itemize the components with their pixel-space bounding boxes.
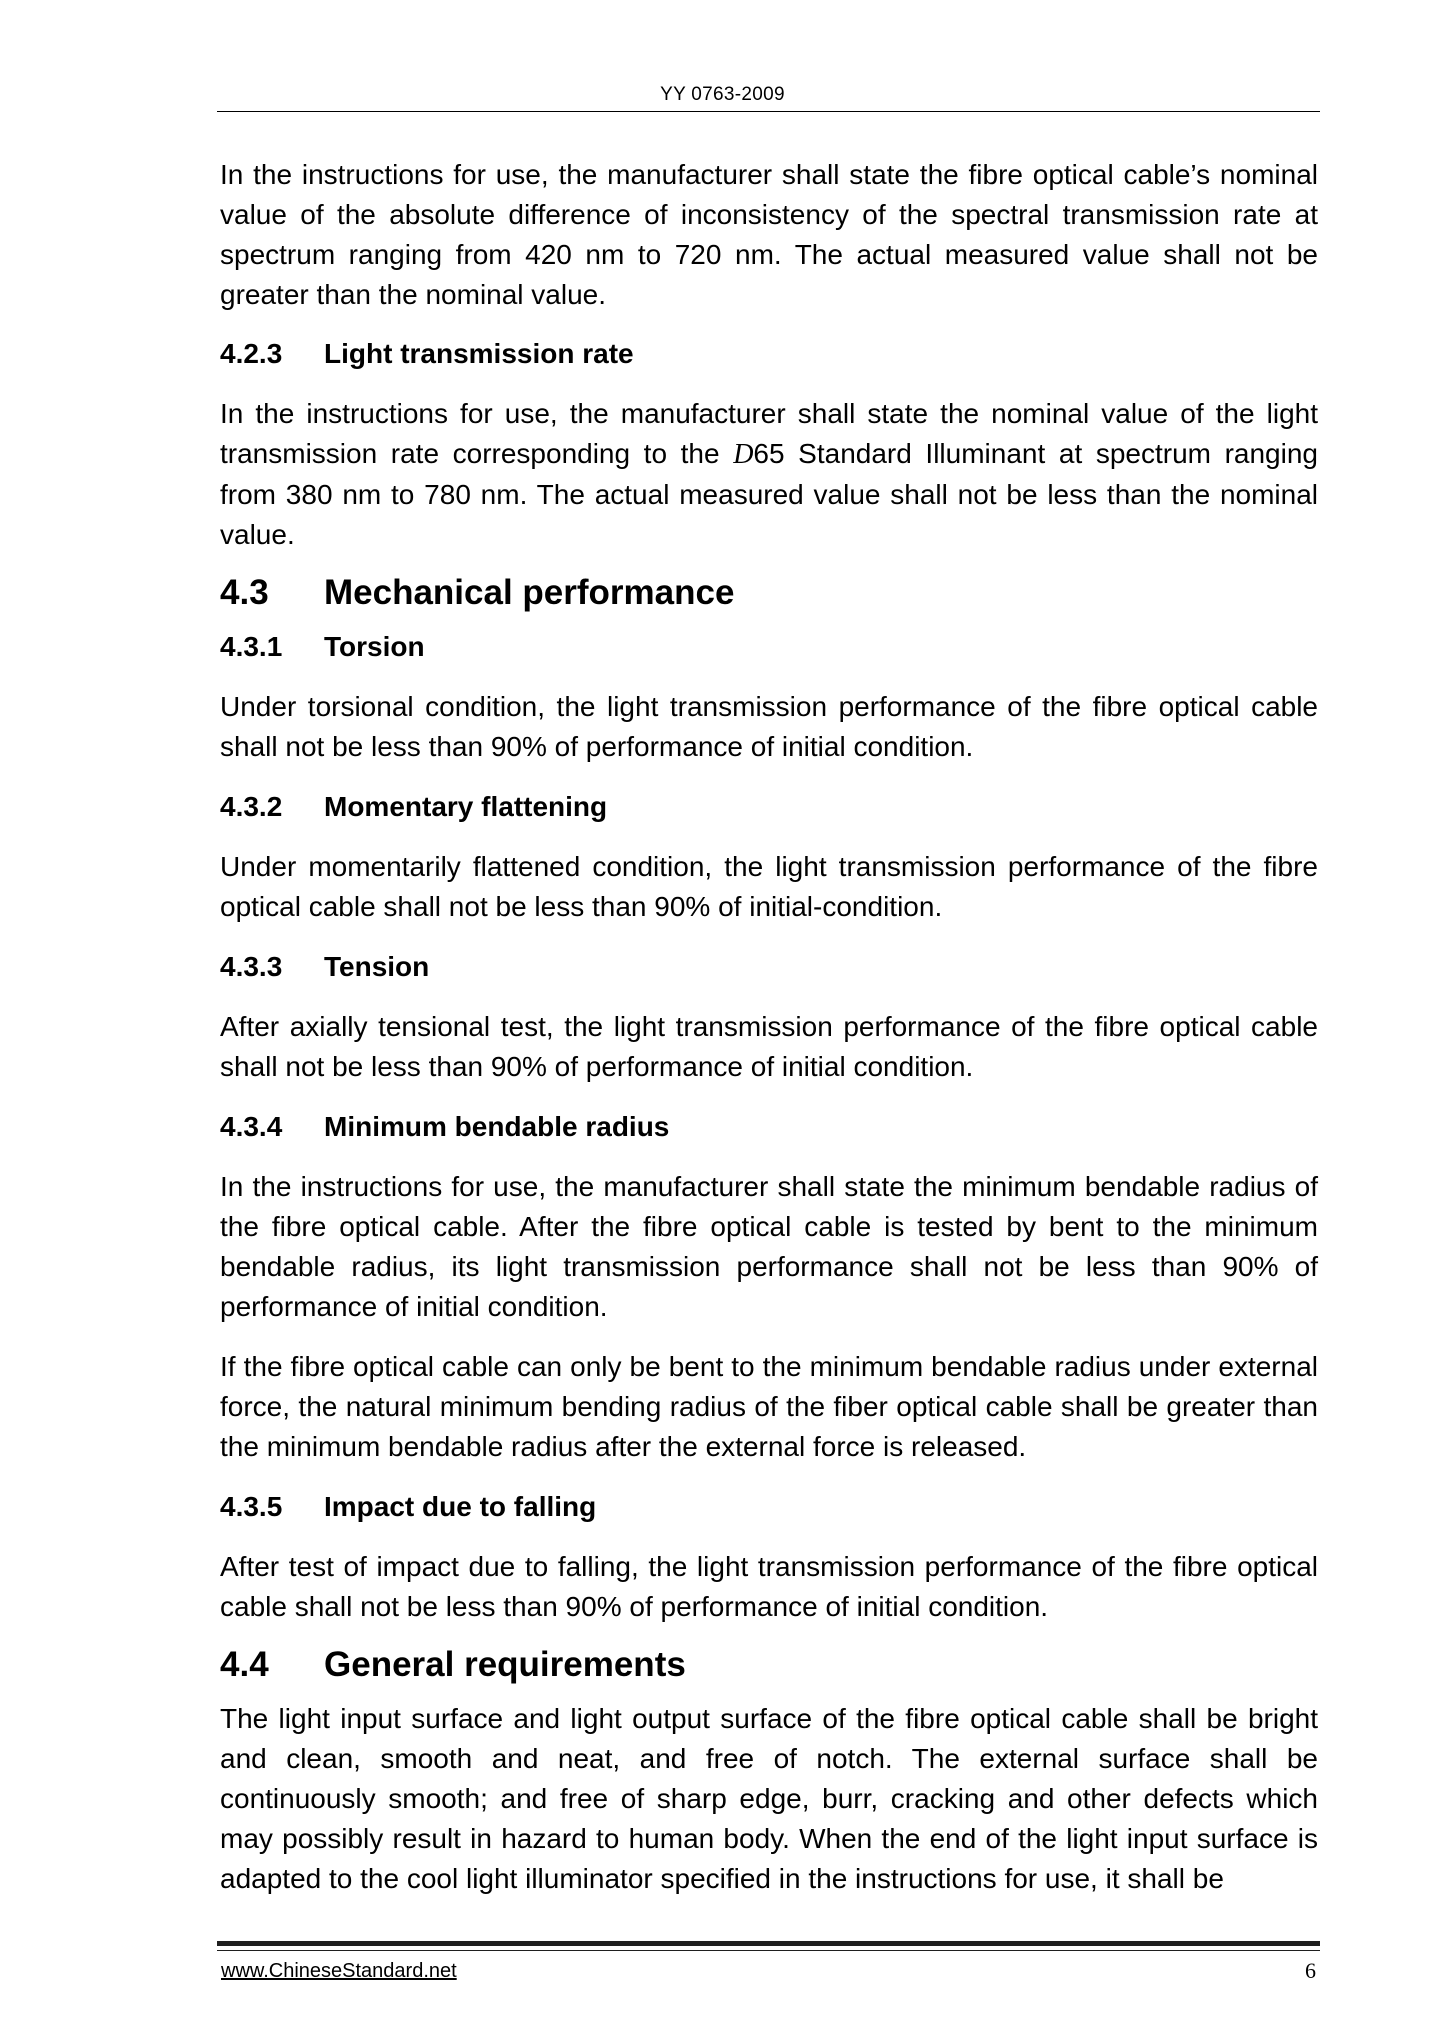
section-number: 4.3.3 (220, 951, 283, 982)
heading-4-4 (220, 1643, 1318, 1687)
section-number: 4.3.1 (220, 631, 283, 662)
header-rule (217, 111, 1320, 112)
section-title: Impact due to falling (324, 1491, 597, 1522)
heading-4-3-2 (220, 787, 1318, 827)
paragraph-torsion: Under torsional condition, the light transmission performance of the fibre optical cable shall not be less than 90% of performance of initial condition. (220, 691, 1318, 762)
section-title: Mechanical performance (324, 573, 735, 612)
paragraph-bendable-radius-1: In the instructions for use, the manufacturer shall state the minimum bendable radius of the fibre optical cable. After the fibre optical cable is tested by bent to the minimum bendable radius, its light transmission performance shall not be less than 90% of performance of initial condition. (220, 1171, 1318, 1322)
paragraph-general-requirements: The light input surface and light output surface of the fibre optical cable shall be bright and clean, smooth and neat, and free of notch. The external surface shall be continuously smooth; and free of sharp edge, burr, cracking and other defects which may possibly result in hazard to human body. When the end of the light input surface is adapted to the cool light illuminator specified in the instructions for use, it shall be (220, 1703, 1318, 1894)
document-code-header: YY 0763-2009 (660, 84, 785, 105)
section-title: Momentary flattening (324, 791, 608, 822)
heading-4-3-4 (220, 1107, 1318, 1147)
paragraph-spectral-transmission: In the instructions for use, the manufacturer shall state the fibre optical cable’s nominal value of the absolute difference of inconsistency of the spectral transmission rate at spectrum ranging from 420 nm to 720 nm. The actual measured value shall not be greater than the nominal value. (220, 159, 1318, 310)
section-number: 4.3.5 (220, 1491, 283, 1522)
heading-4-3-1 (220, 627, 1318, 667)
heading-4-3 (220, 571, 1318, 615)
paragraph-impact: After test of impact due to falling, the light transmission performance of the fibre optical cable shall not be less than 90% of performance of initial condition. (220, 1551, 1318, 1622)
paragraph-bendable-radius-2: If the fibre optical cable can only be bent to the minimum bendable radius under external force, the natural minimum bending radius of the fiber optical cable shall be greater than the minimum bendable radius after the external force is released. (220, 1351, 1318, 1462)
paragraph-tension: After axially tensional test, the light transmission performance of the fibre optical cable shall not be less than 90% of performance of initial condition. (220, 1011, 1318, 1082)
page-content (220, 155, 1318, 1899)
section-title: General requirements (324, 1645, 686, 1684)
page-number: 6 (1305, 1958, 1316, 1983)
illuminant-symbol: D (733, 439, 754, 470)
text-run: In the instructions for use, the manufacturer shall state the nominal value of the light transmission rate corresponding to the (220, 398, 1318, 469)
section-number: 4.3.4 (220, 1111, 283, 1142)
footer-rule-thin (217, 1950, 1320, 1951)
section-number: 4.3.2 (220, 791, 283, 822)
heading-4-3-3 (220, 947, 1318, 987)
paragraph-flattening: Under momentarily flattened condition, the light transmission performance of the fibre optical cable shall not be less than 90% of initial-condition. (220, 851, 1318, 922)
heading-4-2-3 (220, 334, 1318, 374)
section-title: Torsion (324, 631, 425, 662)
section-title: Minimum bendable radius (324, 1111, 670, 1142)
paragraph-light-transmission-rate (220, 394, 1318, 555)
section-title: Tension (324, 951, 430, 982)
section-number: 4.4 (220, 1645, 269, 1684)
website-link[interactable]: www.ChineseStandard.net (221, 1960, 457, 1982)
section-number: 4.2.3 (220, 338, 283, 369)
footer-rule-thick (217, 1941, 1320, 1946)
section-number: 4.3 (220, 573, 269, 612)
section-title: Light transmission rate (324, 338, 634, 369)
heading-4-3-5 (220, 1487, 1318, 1527)
text-run: 65 Standard Illuminant at spectrum ranging from 380 nm to 780 nm. The actual measured value shall not be less than the nominal value. (220, 438, 1318, 550)
